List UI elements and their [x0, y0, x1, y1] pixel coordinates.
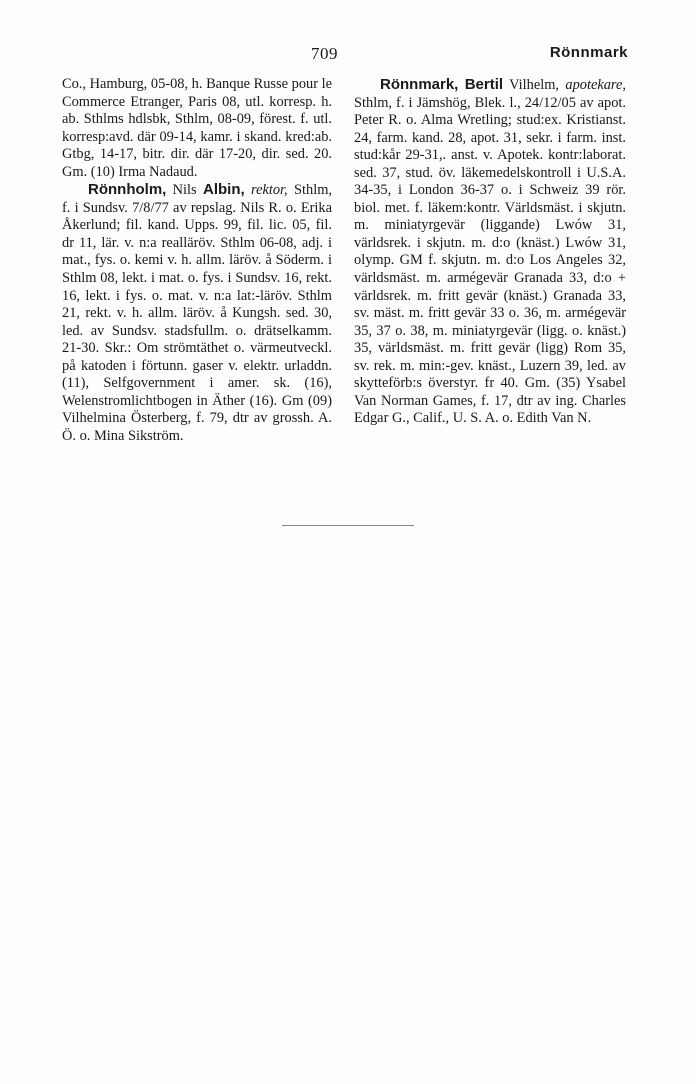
entry-given-name-primary: Bertil	[464, 76, 504, 93]
entry-occupation: rektor,	[251, 182, 288, 199]
entry-continuation: Co., Hamburg, 05-08, h. Banque Russe pour le Commerce Etranger, Paris 08, utl. korresp. h. ab. Sthlms hdlsbk, Sthlm, 08-09, förest. f. utl. korresp:avd. där 09-14, kamr. i skand. kred:ab. Gtbg, 14-17, bitr. dir. där 17-20, dir. sed. 20. Gm. (10) Irma Nadaud.	[62, 76, 332, 180]
end-of-section-rule	[282, 525, 414, 526]
entry-given-names: Nils	[166, 182, 203, 199]
entry-headword: Rönnholm,	[88, 181, 167, 199]
left-column	[62, 76, 332, 445]
entry-ronnmark	[354, 76, 626, 428]
page-number: 709	[311, 44, 338, 63]
running-head: Rönnmark	[549, 44, 628, 61]
entry-occupation: apotekare,	[565, 77, 626, 93]
entry-ronnholm	[62, 181, 332, 445]
entry-given-names: Vilhelm,	[503, 77, 566, 93]
entry-body: Sthlm, f. i Sundsv. 7/8/77 av repslag. Nils R. o. Erika Åkerlund; fil. kand. Upps. 99, fil. lic. 05, fil. dr 11, lär. v. n:a realläröv. Sthlm 06-08, adj. i mat., fys. o. kemi v. h. allm. läröv. å Söderm. i Sthlm 08, lekt. i mat. o. fys. i Sundsv. 16, rekt. 16, lekt. i fys. o. mat. v. n:a lat:-läröv. Sthlm 21, rekt. v. h. allm. läröv. å Kungsh. sed. 30, led. av Sundsv. stadsfullm. o. drätselkamm. 21-30. Skr.: Om strömtäthet o. värmeutveckl. på katoden i förtunn. gaser v. elektr. urladdn. (11), Selfgovernment i amer. sk. (16), Welenstromlichtbogen in Äther (16). Gm (09) Vilhelmina Österberg, f. 79, dtr av grossh. A. Ö. o. Mina Sikström.	[62, 182, 332, 444]
entry-headword: Rönnmark,	[380, 76, 459, 93]
right-column	[354, 76, 626, 428]
entry-body: Sthlm, f. i Jämshög, Blek. l., 24/12/05 av apot. Peter R. o. Alma Wretling; stud:ex. Kristianst. 24, farm. kand. 28, apot. 31, sekr. i farm. inst. stud:kår 29-31,. anst. v. Apotek. kontr:laborat. sed. 37, stud. öv. läkemedelskontroll i U.S.A. 34-35, i London 36-37 o. i Schweiz 39 rör. biol. met. f. läkem:kontr. Världsmäst. i skjutn. m. miniatyrgevär (liggande) Lwów 31, världsrek. i skjutn. m. d:o (knäst.) Lwów 31, olymp. GM f. skjutn. m. d:o Los Angeles 32, världsmäst. m. armégevär Granada 33, d:o + världsrek. m. fritt gevär (knäst.) Granada 33, sv. mäst. m. fritt gevär 33 o. 36, m. armégevär 35, 37 o. 38, m. miniatyrgevär (ligg. o. knäst.) 35, världsmäst. m. fritt gevär (ligg) Rom 35, sv. rek. m. min:-gev. knäst., Luzern 39, led. av skytteförb:s överstyr. fr 40. Gm. (35) Ysabel Van Norman Games, f. 17, dtr av ing. Charles Edgar G., Calif., U. S. A. o. Edith Van N.	[354, 94, 626, 427]
entry-given-name-primary: Albin,	[203, 181, 245, 199]
